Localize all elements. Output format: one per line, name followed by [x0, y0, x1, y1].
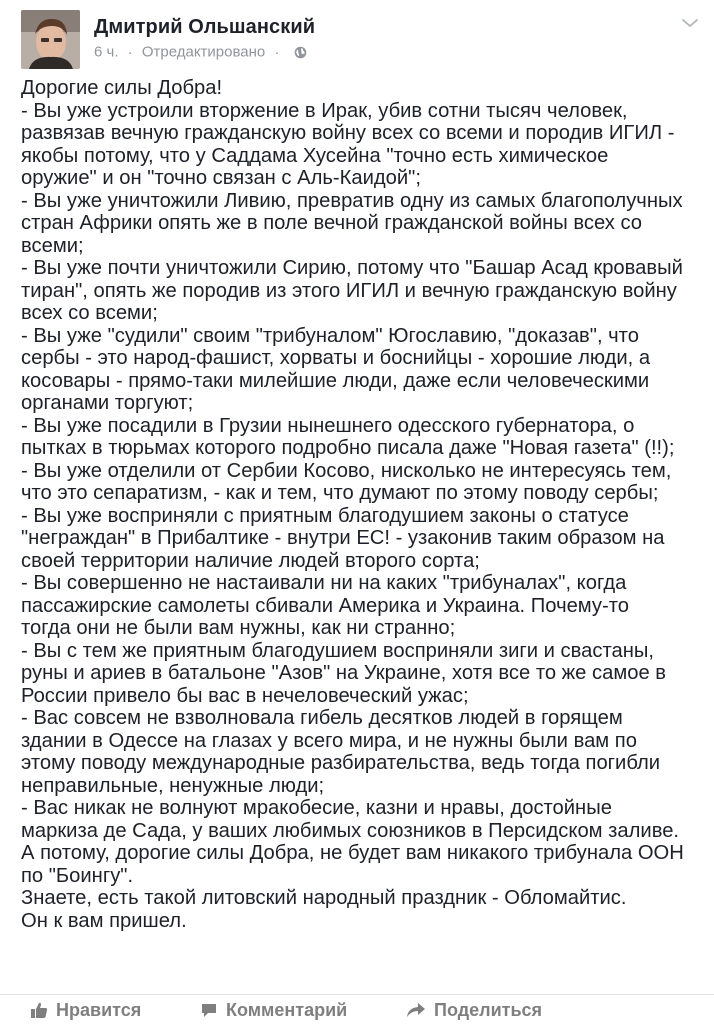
like-label: Нравится [56, 1000, 142, 1020]
post-text-line: Знаете, есть такой литовский народный праздник - Обломайтис. [21, 887, 627, 909]
share-button[interactable] [406, 1000, 542, 1021]
author-name[interactable]: Дмитрий Ольшанский [94, 16, 316, 38]
comment-button[interactable] [200, 1000, 347, 1021]
post-text-line: развязав вечную гражданскую войну всех со всеми и породив ИГИЛ - [21, 122, 675, 144]
post-text-line: по "Боингу". [21, 864, 134, 887]
post-text-line: пассажирские самолеты сбивали Америка и Украина. Почему-то [21, 594, 629, 617]
post-text-line: всех со всеми; [21, 302, 158, 324]
post-text-line: стран Африки опять же в поле вечной гражданской войны всех со [21, 212, 643, 234]
like-button[interactable] [30, 1000, 141, 1021]
post-time[interactable]: 6 ч. [94, 43, 119, 61]
post-text-line: - Вас никак не волнуют мракобесие, казни и нравы, достойные [21, 797, 612, 819]
comment-icon [200, 1001, 218, 1019]
action-bar [0, 994, 714, 1025]
post-text-line: - Вы уже посадили в Грузии нынешнего одесского губернатора, о [21, 414, 635, 437]
post-text-line: тогда они не были вам нужны, как ни странно; [21, 617, 456, 639]
post-text-line: - Вы уже устроили вторжение в Ирак, убив сотни тысяч человек, [21, 99, 628, 122]
post-text-line: сербы - это народ-фашист, хорваты и боснийцы - хорошие люди, а [21, 347, 651, 369]
avatar[interactable] [21, 10, 80, 69]
edited-label[interactable]: Отредактировано [141, 43, 266, 61]
post-text-line: пытках в тюрьмах которого подробно писала даже "Новая газета" (!!); [21, 437, 675, 459]
post-text-line: косовары - прямо-таки милейшие люди, даже если человеческими [21, 369, 650, 392]
post-header [0, 0, 714, 70]
post-text-line: "неграждан" в Прибалтике - внутри ЕС! - узаконив таким образом на [21, 527, 665, 549]
post-text-line: здании в Одессе на глазах у всего мира, и не нужны были вам по [21, 729, 637, 752]
post-meta [94, 43, 307, 61]
post-text-line: Он к вам пришел. [21, 909, 187, 932]
post-text-line: маркиза де Сада, у ваших любимых союзников в Персидском заливе. [21, 819, 680, 842]
post-text-line: неправильные, ненужные люди; [21, 774, 325, 797]
meta-separator: · [127, 43, 133, 61]
post-text-line: оружие" и он "точно связан с Аль-Каидой"; [21, 167, 421, 189]
comment-label: Комментарий [226, 1000, 348, 1020]
post-text-line: руны и ариев в батальоне "Азов" на Украине, хотя все то же самое в [21, 662, 667, 684]
post-text-line: - Вас совсем не взволновала гибель десятков людей в горящем [21, 707, 623, 729]
post-text-line: органами торгуют; [21, 392, 194, 414]
globe-icon[interactable] [294, 46, 307, 59]
post-text-line: А потому, дорогие силы Добра, не будет вам никакого трибунала ООН [21, 842, 684, 864]
post-text [21, 77, 711, 932]
avatar-image [21, 10, 80, 69]
post-text-line: - Вы совершенно не настаивали ни на каких "трибуналах", когда [21, 572, 627, 594]
post-text-line: всеми; [21, 234, 84, 257]
meta-separator: · [274, 43, 280, 61]
post-text-line: - Вы уже почти уничтожили Сирию, потому что "Башар Асад кровавый [21, 257, 683, 279]
chevron-down-icon[interactable] [681, 17, 699, 29]
post-text-line: тиран", опять же породив из этого ИГИЛ и вечную гражданскую войну [21, 279, 677, 302]
share-arrow-icon [406, 1001, 426, 1019]
post-text-line: - Вы уже восприняли с приятным благодушием законы о статусе [21, 504, 629, 527]
post-text-line: Дорогие силы Добра! [21, 77, 223, 99]
post-text-line: - Вы уже "судили" своим "трибуналом" Югославию, "доказав", что [21, 324, 639, 347]
post-text-line: - Вы с тем же приятным благодушием восприняли зиги и свастаны, [21, 639, 654, 662]
share-label: Поделиться [434, 1000, 543, 1020]
post-text-line: что это сепаратизм, - как и тем, что думают по этому поводу сербы; [21, 482, 659, 504]
post-text-line: своей территории наличие людей второго сорта; [21, 549, 480, 572]
thumbs-up-icon [30, 1001, 48, 1019]
post-text-line: - Вы уже уничтожили Ливию, превратив одну из самых благополучных [21, 189, 683, 212]
post-text-line: России привело бы вас в нечеловеческий ужас; [21, 684, 469, 707]
post-text-line: якобы потому, что у Саддама Хусейна "точно есть химическое [21, 144, 609, 167]
post-text-line: этому поводу международные разбирательства, ведь тогда погибли [21, 752, 661, 774]
post-text-line: - Вы уже отделили от Сербии Косово, нисколько не интересуясь тем, [21, 459, 672, 482]
